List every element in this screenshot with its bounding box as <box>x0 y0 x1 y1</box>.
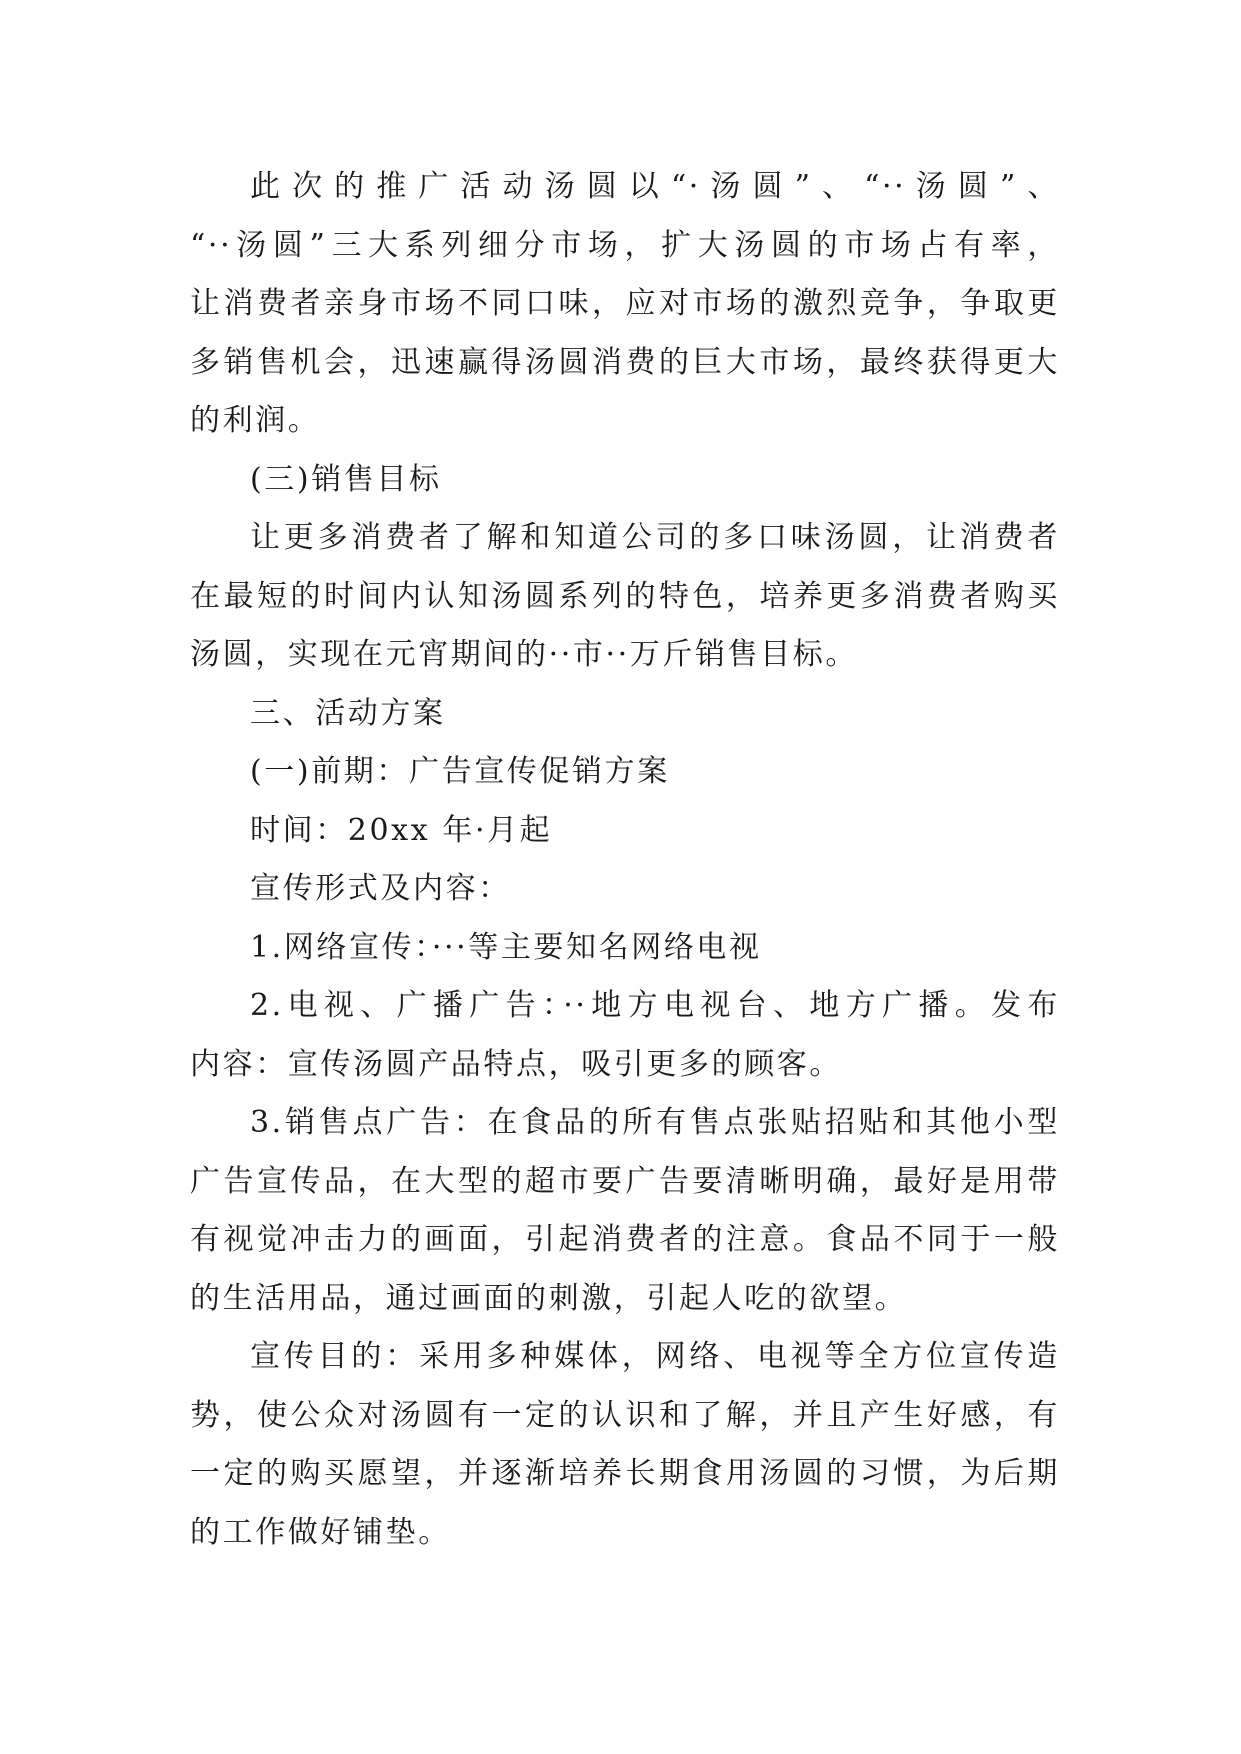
text-line: “··汤圆”三大系列细分市场，扩大汤圆的市场占有率， <box>190 227 1060 263</box>
heading-early-stage <box>190 743 1060 802</box>
paragraph-time <box>190 802 1060 861</box>
heading-activity-plan <box>190 685 1060 744</box>
text-line: 多销售机会，迅速赢得汤圆消费的巨大市场，最终获得更大 <box>190 344 1060 380</box>
text-line: 势，使公众对汤圆有一定的认识和了解，并且产生好感，有 <box>190 1397 1060 1433</box>
paragraph-intro <box>190 158 1060 451</box>
list-item-point-of-sale <box>190 1094 1060 1328</box>
list-item-tv-radio <box>190 977 1060 1094</box>
text-line: 此次的推广活动汤圆以“·汤圆”、“··汤圆”、 <box>250 169 1060 204</box>
text-line: 在最短的时间内认知汤圆系列的特色，培养更多消费者购买 <box>190 578 1060 614</box>
text-line: 的生活用品，通过画面的刺激，引起人吃的欲望。 <box>190 1280 908 1316</box>
text-line: 广告宣传品，在大型的超市要广告要清晰明确，最好是用带 <box>190 1163 1060 1199</box>
text-line: 让消费者亲身市场不同口味，应对市场的激烈竞争，争取更 <box>190 286 1060 321</box>
text-line: 有视觉冲击力的画面，引起消费者的注意。食品不同于一般 <box>190 1222 1060 1257</box>
document-body <box>190 158 1060 1562</box>
paragraph-form-content <box>190 860 1060 919</box>
text-line: 1.网络宣传：···等主要知名网络电视 <box>250 929 762 965</box>
text-line: 宣传目的：采用多种媒体，网络、电视等全方位宣传造 <box>250 1339 1060 1374</box>
text-line: 3.销售点广告：在食品的所有售点张贴招贴和其他小型 <box>250 1105 1060 1140</box>
paragraph-purpose <box>190 1328 1060 1562</box>
text-line: 内容：宣传汤圆产品特点，吸引更多的顾客。 <box>190 1046 842 1082</box>
paragraph-sales-target <box>190 509 1060 685</box>
text-line: 2.电视、广播广告：··地方电视台、地方广播。发布 <box>250 988 1060 1023</box>
heading-sales-target <box>190 451 1060 510</box>
text-line: 的利润。 <box>190 403 321 438</box>
text-line: 的工作做好铺垫。 <box>190 1514 451 1550</box>
heading-text: (三)销售目标 <box>250 461 442 497</box>
text-line: 让更多消费者了解和知道公司的多口味汤圆，让消费者 <box>250 520 1060 555</box>
text-line: 汤圆，实现在元宵期间的··市··万斤销售目标。 <box>190 637 858 672</box>
text-line: 一定的购买愿望，并逐渐培养长期食用汤圆的习惯，为后期 <box>190 1456 1060 1491</box>
list-item-network <box>190 919 1060 978</box>
heading-text: (一)前期：广告宣传促销方案 <box>250 754 670 789</box>
text-line: 时间：20xx 年·月起 <box>250 812 553 848</box>
text-line: 宣传形式及内容： <box>250 871 511 906</box>
heading-text: 三、活动方案 <box>250 695 446 731</box>
